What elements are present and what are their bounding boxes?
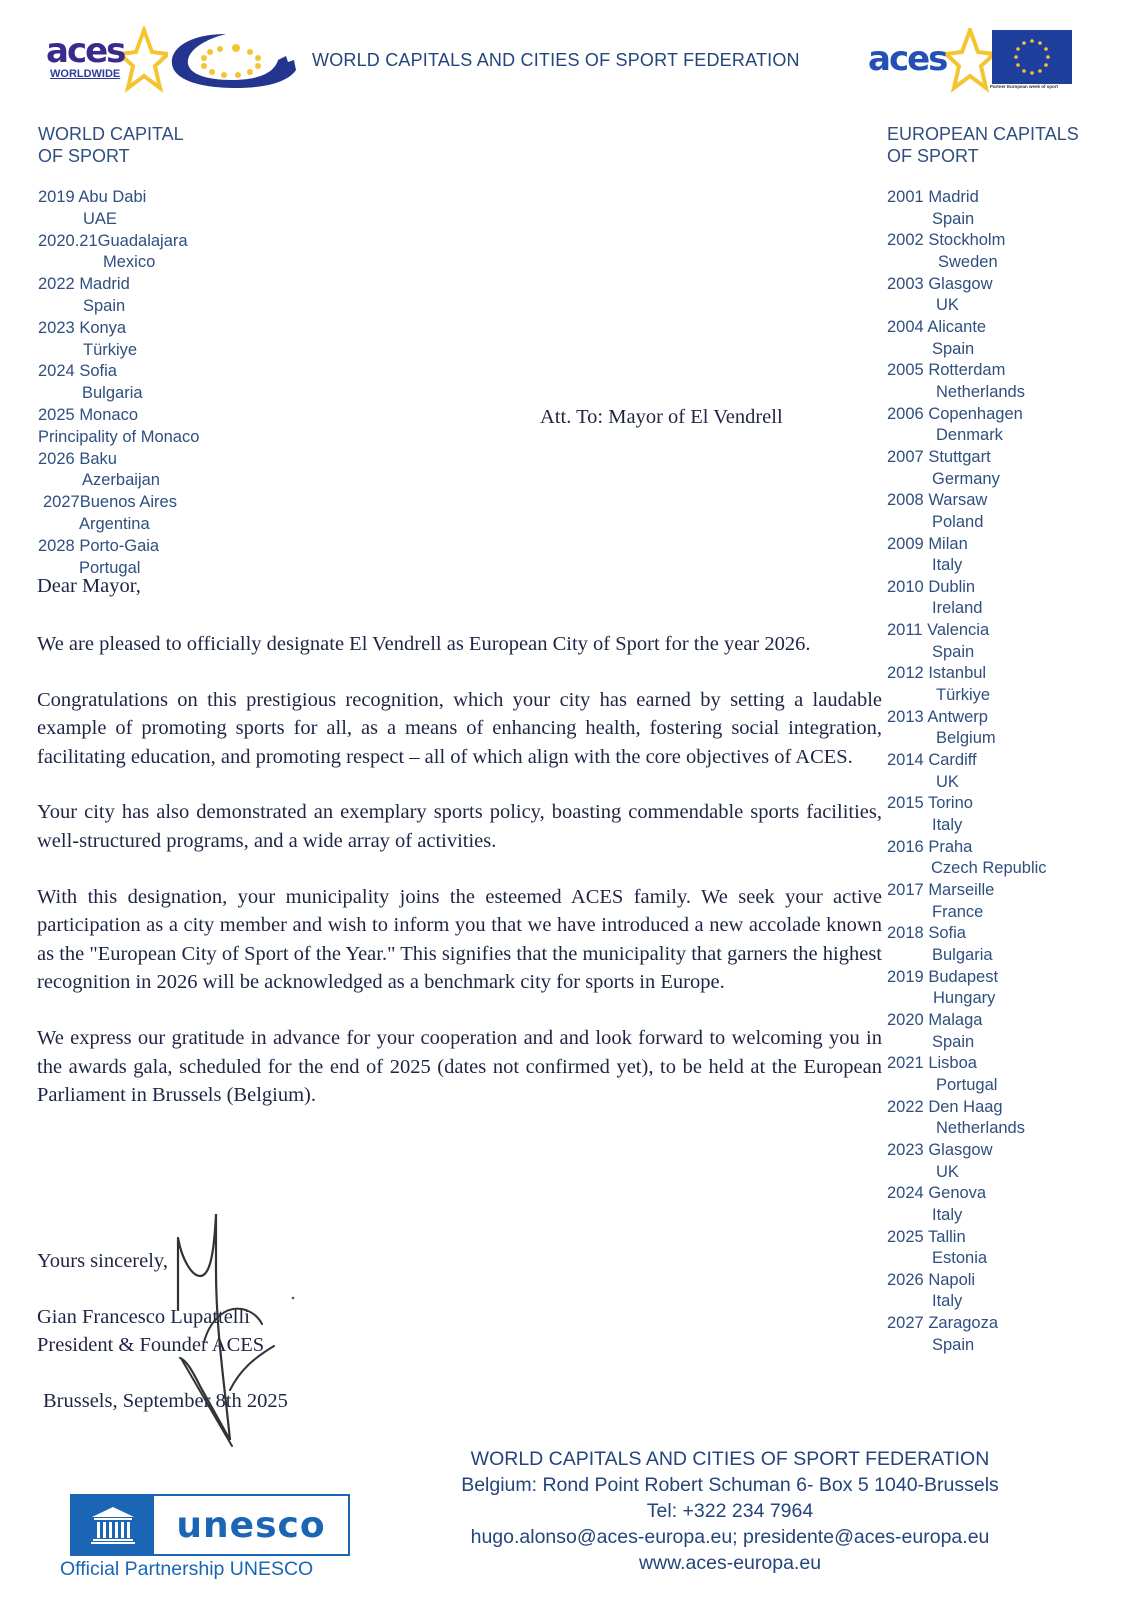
- item-year: 2019: [38, 188, 75, 206]
- list-item: [887, 1313, 1047, 1356]
- unesco-caption: Official Partnership UNESCO: [60, 1558, 314, 1580]
- item-city: Budapest: [928, 967, 999, 986]
- list-item: [887, 1140, 1047, 1183]
- item-city: Porto-Gaia: [79, 536, 160, 555]
- list-item: [887, 750, 1047, 793]
- item-country: Italy: [932, 1205, 963, 1224]
- item-year: 2002: [887, 231, 924, 250]
- item-city: Konya: [79, 318, 127, 337]
- item-year: 2014: [887, 751, 924, 770]
- signer-name: Gian Francesco Lupattelli: [37, 1306, 250, 1328]
- item-year: 2018: [887, 924, 924, 943]
- item-country: Sweden: [938, 252, 998, 271]
- list-item: [887, 620, 1047, 663]
- item-country: Spain: [932, 642, 975, 661]
- body-paragraph: Congratulations on this prestigious recognition, which your city has earned by setting a laudable example of promoting sports for all, as a means of enhancing health, fostering social integration, facilitating education, and promoting respect – all of which align with the core objectives of ACES.: [37, 688, 882, 768]
- european-capitals-heading: [887, 123, 1079, 167]
- item-year: 2022: [38, 275, 75, 294]
- unesco-logo: [70, 1494, 350, 1556]
- item-year: 2027: [43, 493, 80, 512]
- item-year: 2024: [38, 362, 75, 381]
- item-country: Spain: [83, 296, 126, 315]
- body-paragraph: With this designation, your municipality joins the esteemed ACES family. We seek your active participation as a city member and wish to inform you that we have introduced a new accolade known as the "European City of Sport of the Year." This signifies that the municipality that garners the highest recognition in 2026 will be acknowledged as a benchmark city for sports in Europe.: [37, 885, 882, 994]
- item-city: Stuttgart: [928, 447, 991, 466]
- attention-line: Att. To: Mayor of El Vendrell: [540, 406, 783, 428]
- list-item: [887, 317, 1047, 360]
- list-item: [887, 534, 1047, 577]
- list-item: [38, 187, 199, 231]
- item-city: Rotterdam: [928, 361, 1006, 380]
- item-city: Stockholm: [928, 231, 1006, 250]
- item-country: Germany: [932, 469, 1000, 488]
- item-country: UAE: [83, 209, 117, 228]
- eu-flag: [992, 30, 1072, 84]
- item-year: 2026: [38, 449, 75, 468]
- item-city: Valencia: [927, 621, 990, 640]
- item-country: Principality of Monaco: [38, 427, 200, 446]
- item-city: Napoli: [928, 1270, 976, 1289]
- item-city: Monaco: [79, 405, 139, 424]
- list-item: [887, 1183, 1047, 1226]
- world-capitals-heading: [38, 123, 184, 167]
- item-country: UK: [936, 296, 959, 315]
- item-country: Portugal: [79, 558, 141, 577]
- list-item: [38, 405, 199, 449]
- closing: Yours sincerely,: [37, 1250, 168, 1272]
- worldwide-logo-subtext: WORLDWIDE: [50, 68, 121, 80]
- eu-flag-caption: Partner European week of sport: [990, 84, 1059, 89]
- item-year: 2012: [887, 664, 924, 683]
- aces-logo-text: aces: [46, 31, 125, 71]
- european-capitals-heading-line1: EUROPEAN CAPITALS: [887, 124, 1079, 144]
- list-item: [887, 1227, 1047, 1270]
- footer-address: Belgium: Rond Point Robert Schuman 6- Box 5 1040-Brussels: [461, 1474, 999, 1496]
- list-item: [887, 793, 1047, 836]
- list-item: [887, 1097, 1047, 1140]
- item-city: Guadalajara: [97, 231, 188, 250]
- item-year: 2019: [887, 967, 924, 986]
- list-item: [887, 1270, 1047, 1313]
- item-year: 2028: [38, 536, 75, 555]
- item-country: UK: [936, 1162, 959, 1181]
- item-city: Zaragoza: [928, 1314, 999, 1333]
- item-year: 2027: [887, 1314, 924, 1333]
- item-country: Ireland: [932, 599, 983, 618]
- item-city: Sofia: [928, 924, 966, 943]
- signer-title: President & Founder ACES: [37, 1334, 265, 1356]
- item-country: Netherlands: [936, 382, 1025, 401]
- european-capitals-heading-line2: OF SPORT: [887, 146, 979, 166]
- item-city: Warsaw: [928, 491, 988, 510]
- world-capitals-heading-line2: OF SPORT: [38, 146, 130, 166]
- handwritten-signature: [170, 1210, 310, 1450]
- list-item: [38, 492, 199, 536]
- list-item: [38, 318, 199, 362]
- list-item: [38, 274, 199, 318]
- item-year: 2006: [887, 404, 924, 423]
- world-capitals-heading-line1: WORLD CAPITAL: [38, 124, 184, 144]
- item-year: 2009: [887, 534, 924, 553]
- item-year: 2024: [887, 1184, 924, 1203]
- item-country: Italy: [932, 1292, 963, 1311]
- item-year: 2016: [887, 837, 924, 856]
- item-year: 2023: [887, 1140, 924, 1159]
- item-city: Glasgow: [928, 1140, 993, 1159]
- body-paragraph: Your city has also demonstrated an exemplary sports policy, boasting commendable sports facilities, well-structured programs, and a wide array of activities.: [37, 801, 882, 852]
- list-item: [887, 404, 1047, 447]
- body-paragraph: We are pleased to officially designate El Vendrell as European City of Sport for the year 2026.: [37, 633, 811, 655]
- list-item: [887, 663, 1047, 706]
- item-city: Antwerp: [927, 707, 988, 726]
- federation-emblem: [166, 30, 298, 92]
- item-city: Copenhagen: [928, 404, 1023, 423]
- list-item: [887, 274, 1047, 317]
- eu-stars-swoosh-icon: [166, 30, 298, 92]
- item-city: Alicante: [927, 317, 987, 336]
- item-year: 2020: [887, 1010, 924, 1029]
- item-year: 2025: [887, 1227, 924, 1246]
- list-item: [887, 880, 1047, 923]
- item-city: Marseille: [928, 881, 995, 899]
- list-item: [38, 231, 199, 275]
- list-item: [38, 449, 199, 493]
- item-country: Spain: [932, 1032, 975, 1051]
- item-year: 2020.21: [38, 231, 98, 250]
- item-year: 2026: [887, 1270, 924, 1289]
- list-item: [887, 1053, 1047, 1096]
- item-country: Italy: [932, 556, 963, 575]
- item-city: Den Haag: [928, 1097, 1003, 1116]
- list-item: [887, 360, 1047, 403]
- list-item: [887, 967, 1047, 1010]
- item-year: 2015: [887, 794, 924, 813]
- eu-stars-circle-icon: [992, 30, 1072, 84]
- list-item: [887, 707, 1047, 750]
- list-item: [887, 187, 1047, 230]
- letter-body: [37, 630, 882, 1137]
- list-item: [887, 490, 1047, 533]
- list-item: [887, 1010, 1047, 1053]
- item-country: Netherlands: [936, 1119, 1025, 1138]
- item-city: Abu Dabi: [78, 188, 147, 206]
- item-country: Spain: [932, 1335, 975, 1354]
- item-city: Cardiff: [928, 751, 977, 770]
- aces-logo-right: [868, 28, 994, 94]
- item-country: Türkiye: [936, 686, 991, 705]
- item-country: Portugal: [936, 1075, 998, 1094]
- item-country: Spain: [932, 209, 975, 228]
- item-country: Poland: [932, 512, 984, 531]
- item-city: Tallin: [928, 1227, 966, 1246]
- item-year: 2001: [887, 188, 924, 206]
- item-city: Dublin: [928, 577, 976, 596]
- unesco-wordmark: unesco: [176, 1504, 326, 1546]
- footer-contact: [420, 1446, 1040, 1576]
- unesco-temple-icon: [72, 1496, 154, 1554]
- item-city: Buenos Aires: [79, 493, 177, 512]
- item-year: 2013: [887, 707, 924, 726]
- item-year: 2007: [887, 447, 924, 466]
- item-country: Italy: [932, 816, 963, 835]
- item-city: Glasgow: [928, 274, 993, 293]
- item-year: 2023: [38, 318, 75, 337]
- item-city: Torino: [928, 794, 973, 813]
- item-year: 2005: [887, 361, 924, 380]
- item-city: Madrid: [928, 188, 979, 206]
- item-year: 2017: [887, 881, 924, 899]
- item-country: Estonia: [932, 1249, 988, 1268]
- world-capitals-list: [38, 187, 199, 579]
- item-country: Denmark: [936, 426, 1003, 445]
- item-year: 2003: [887, 274, 924, 293]
- list-item: [887, 837, 1047, 880]
- item-country: Azerbaijan: [82, 471, 160, 490]
- footer-emails[interactable]: hugo.alonso@aces-europa.eu; presidente@aces-europa.eu: [470, 1526, 990, 1548]
- item-city: Milan: [928, 534, 968, 553]
- aces-right-logo-text: aces: [868, 39, 947, 79]
- item-city: Lisboa: [928, 1054, 977, 1073]
- item-year: 2004: [887, 317, 924, 336]
- item-country: Belgium: [936, 729, 996, 748]
- salutation: Dear Mayor,: [37, 575, 141, 597]
- item-year: 2022: [887, 1097, 924, 1116]
- item-year: 2011: [887, 621, 923, 640]
- list-item: [38, 536, 199, 580]
- item-country: UK: [936, 772, 959, 791]
- european-capitals-list: [887, 187, 1047, 1356]
- item-country: France: [932, 902, 984, 921]
- item-city: Genova: [928, 1184, 987, 1203]
- item-city: Istanbul: [928, 664, 987, 683]
- header-federation-title: WORLD CAPITALS AND CITIES OF SPORT FEDERATION: [312, 50, 800, 70]
- item-city: Sofia: [79, 362, 117, 381]
- place-date: Brussels, September 8th 2025: [43, 1390, 288, 1412]
- item-city: Baku: [79, 449, 117, 468]
- item-city: Madrid: [79, 275, 130, 294]
- footer-website[interactable]: www.aces-europa.eu: [638, 1552, 822, 1574]
- item-country: Spain: [932, 339, 975, 358]
- list-item: [887, 577, 1047, 620]
- item-country: Bulgaria: [82, 384, 143, 403]
- item-country: Mexico: [103, 253, 156, 272]
- item-country: Argentina: [79, 514, 150, 533]
- item-city: Malaga: [928, 1010, 983, 1029]
- footer-org-name: WORLD CAPITALS AND CITIES OF SPORT FEDERATION: [470, 1448, 990, 1470]
- list-item: [887, 447, 1047, 490]
- item-country: Türkiye: [83, 340, 138, 359]
- footer-phone: Tel: +322 234 7964: [646, 1500, 814, 1522]
- item-country: Czech Republic: [931, 859, 1047, 878]
- item-year: 2025: [38, 405, 75, 424]
- list-item: [38, 361, 199, 405]
- list-item: [887, 230, 1047, 273]
- item-country: Hungary: [933, 989, 996, 1008]
- body-paragraph: We express our gratitude in advance for your cooperation and and look forward to welcoming you in the awards gala, scheduled for the end of 2025 (dates not confirmed yet), to be held at the European Parliament in Brussels (Belgium).: [37, 1026, 882, 1107]
- item-year: 2021: [887, 1054, 924, 1073]
- list-item: [887, 923, 1047, 966]
- aces-worldwide-logo: [44, 26, 168, 94]
- item-city: Praha: [928, 837, 973, 856]
- item-year: 2008: [887, 491, 924, 510]
- item-year: 2010: [887, 577, 924, 596]
- item-country: Bulgaria: [932, 945, 993, 964]
